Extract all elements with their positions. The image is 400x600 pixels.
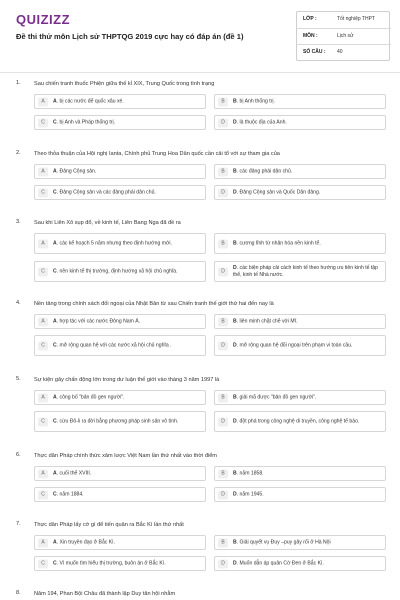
option-letter-badge: B xyxy=(218,393,228,402)
option-text: mở rộng quan hệ với các nước xã hội chủ nghĩa . xyxy=(59,341,172,348)
option-text: cương lĩnh từ nhân hóa nền kinh tế. xyxy=(239,239,321,246)
meta-key: LỚP : xyxy=(303,16,317,22)
option-letter-badge: C xyxy=(38,341,48,350)
option-letter-badge: C xyxy=(38,118,48,127)
option-c[interactable]: C C. bị Anh và Pháp thống trị. xyxy=(34,115,206,130)
question-number: 6. xyxy=(16,452,21,458)
question-number: 8. xyxy=(16,590,21,596)
option-text: là thuộc địa của Anh. xyxy=(239,118,287,125)
option-letter: A xyxy=(53,239,57,246)
question-number: 4. xyxy=(16,300,21,306)
option-letter-badge: A xyxy=(38,469,48,478)
option-b[interactable]: B B. giải mã được "bản đồ gen người". xyxy=(214,390,386,405)
option-letter: B xyxy=(233,317,237,324)
question-text: Theo thỏa thuận của Hội nghị Ianta, Chính phủ Trung Hoa Dân quốc cần cải tổ với sự tham gia của xyxy=(34,151,280,157)
option-letter: D xyxy=(233,490,237,497)
meta-value: 40 xyxy=(337,49,343,55)
worksheet-title: Đề thi thử môn Lịch sử THPTQG 2019 cực hay có đáp án (đề 1) xyxy=(16,32,244,41)
option-text: hợp tác với các nước Đông Nam Á. xyxy=(59,317,141,324)
meta-key: SỐ CÂU : xyxy=(303,49,326,55)
option-text: công bố "bản đồ gen người". xyxy=(59,393,125,400)
option-letter-badge: A xyxy=(38,97,48,106)
option-letter: A xyxy=(53,393,57,400)
meta-key: MÔN : xyxy=(303,33,318,39)
question-number: 7. xyxy=(16,521,21,527)
option-d[interactable]: D D. mở rộng quan hệ đối ngoại trên phạm vi toàn cầu. xyxy=(214,335,386,356)
option-letter-badge: A xyxy=(38,239,48,248)
question-number: 2. xyxy=(16,150,21,156)
option-letter-badge: D xyxy=(218,490,228,499)
option-text: Vì muốn tìm hiểu thị trường, buôn án ở Bắc Kì. xyxy=(59,559,166,566)
option-a[interactable]: A A. Đảng Cộng sản. xyxy=(34,164,206,179)
option-letter: D xyxy=(233,188,237,195)
option-b[interactable]: B B. năm 1858. xyxy=(214,466,386,481)
option-b[interactable]: B B. bị Anh thống trị. xyxy=(214,94,386,109)
option-a[interactable]: A A. các kế hoạch 5 năm nhưng theo định hướng mới. xyxy=(34,233,206,254)
option-letter-badge: B xyxy=(218,167,228,176)
meta-row-count xyxy=(297,44,391,60)
option-d[interactable]: D D. Đảng Cộng sản và Quốc Dân đảng. xyxy=(214,185,386,200)
option-text: Giải quyết vụ Đuy –puy gây rối ở Hà Nội xyxy=(239,538,331,545)
option-text: nền kinh tế thị trường, định hướng xã hội chủ nghĩa. xyxy=(59,267,178,274)
header-divider xyxy=(0,72,400,73)
option-letter: B xyxy=(233,538,237,545)
option-a[interactable]: A A. Xin truyền đạo ở Bắc Kì. xyxy=(34,535,206,550)
option-c[interactable]: C C. năm 1884. xyxy=(34,487,206,502)
option-c[interactable]: C C. mở rộng quan hệ với các nước xã hội chủ nghĩa . xyxy=(34,335,206,356)
meta-row-subject xyxy=(297,28,391,44)
option-text: liên minh chặt chẽ với Mĩ. xyxy=(239,317,298,324)
option-d[interactable]: D D. Muốn dẫn áp quân Cờ Đen ở Bắc Kì. xyxy=(214,556,386,571)
option-letter-badge: A xyxy=(38,167,48,176)
option-letter: C xyxy=(53,267,57,274)
question-text: Sự kiện gây chấn động lớn trong dư luận thế giới vào tháng 3 năm 1997 là xyxy=(34,377,220,383)
option-b[interactable]: B B. cương lĩnh từ nhân hóa nền kinh tế. xyxy=(214,233,386,254)
option-letter-badge: C xyxy=(38,188,48,197)
option-letter: B xyxy=(233,239,237,246)
option-text: bị các nước đế quốc xâu xé. xyxy=(59,97,124,104)
option-text: các biện pháp cải cách kinh tế theo hướng ưu tiên kinh tế tập thể, kinh tế Nhà nước. xyxy=(233,264,378,278)
question-text: Sau chiến tranh thuốc Phiện giữa thế kỉ XIX, Trung Quốc trong tình trạng xyxy=(34,81,215,87)
option-letter: B xyxy=(233,167,237,174)
option-a[interactable]: A A. cuối thế XVIII. xyxy=(34,466,206,481)
option-c[interactable]: C C. nền kinh tế thị trường, định hướng xã hội chủ nghĩa. xyxy=(34,261,206,282)
option-letter: C xyxy=(53,490,57,497)
option-letter-badge: B xyxy=(218,317,228,326)
option-letter-badge: C xyxy=(38,417,48,426)
option-letter-badge: D xyxy=(218,267,228,276)
option-text: năm 1945. xyxy=(239,490,264,497)
option-letter: C xyxy=(53,417,57,424)
meta-value: Tốt nghiệp THPT xyxy=(337,16,375,22)
meta-row-class xyxy=(297,12,391,28)
option-letter: C xyxy=(53,118,57,125)
option-letter-badge: A xyxy=(38,538,48,547)
option-text: cuối thế XVIII. xyxy=(59,469,92,476)
option-letter: C xyxy=(53,188,57,195)
option-b[interactable]: B B. liên minh chặt chẽ với Mĩ. xyxy=(214,314,386,329)
option-letter: A xyxy=(53,538,57,545)
option-c[interactable]: C C. cừu Đô-li ra đời bằng phương pháp sinh sản vô tính. xyxy=(34,411,206,432)
option-text: bị Anh và Pháp thống trị. xyxy=(59,118,116,125)
option-text: các đảng phái dân chủ. xyxy=(239,167,293,174)
option-letter-badge: A xyxy=(38,317,48,326)
option-letter: A xyxy=(53,167,57,174)
option-letter-badge: D xyxy=(218,188,228,197)
option-letter-badge: C xyxy=(38,490,48,499)
option-text: Xin truyền đạo ở Bắc Kì. xyxy=(59,538,115,545)
option-letter: A xyxy=(53,97,57,104)
option-letter-badge: B xyxy=(218,469,228,478)
option-text: Muốn dẫn áp quân Cờ Đen ở Bắc Kì. xyxy=(239,559,324,566)
option-d[interactable]: D D. năm 1945. xyxy=(214,487,386,502)
option-letter: C xyxy=(53,559,57,566)
option-text: các kế hoạch 5 năm nhưng theo định hướng mới. xyxy=(59,239,172,246)
option-letter-badge: D xyxy=(218,341,228,350)
option-c[interactable]: C C. Vì muốn tìm hiểu thị trường, buôn án ở Bắc Kì. xyxy=(34,556,206,571)
option-text: đột phá trong công nghệ di truyền, công nghệ tế bào. xyxy=(239,417,360,424)
option-text: mở rộng quan hệ đối ngoại trên phạm vi toàn cầu. xyxy=(239,341,353,348)
option-letter: A xyxy=(53,317,57,324)
option-c[interactable]: C C. Đảng Cộng sản và các đảng phái dân chủ. xyxy=(34,185,206,200)
option-text: năm 1884. xyxy=(59,490,84,497)
option-letter: D xyxy=(233,341,237,348)
option-text: Đảng Cộng sản. xyxy=(59,167,97,174)
option-letter: B xyxy=(233,393,237,400)
question-text: Năm 194, Phan Bội Châu đã thành lập Duy tân hội nhằm xyxy=(34,591,176,597)
option-letter: D xyxy=(233,264,237,271)
question-number: 3. xyxy=(16,219,21,225)
option-letter-badge: D xyxy=(218,118,228,127)
question-text: Thực dân Pháp chính thức xâm lược Việt Nam lần thứ nhất vào thời điểm xyxy=(34,453,217,459)
option-letter-badge: B xyxy=(218,538,228,547)
option-d[interactable]: D D. đột phá trong công nghệ di truyền, công nghệ tế bào. xyxy=(214,411,386,432)
option-letter-badge: C xyxy=(38,559,48,568)
meta-value: Lịch sử xyxy=(337,33,354,39)
question-number: 5. xyxy=(16,376,21,382)
option-a[interactable]: A A. công bố "bản đồ gen người". xyxy=(34,390,206,405)
question-number: 1. xyxy=(16,80,21,86)
option-letter: D xyxy=(233,118,237,125)
option-text: giải mã được "bản đồ gen người". xyxy=(239,393,317,400)
option-letter-badge: B xyxy=(218,97,228,106)
worksheet-header xyxy=(0,0,400,72)
option-a[interactable]: A A. bị các nước đế quốc xâu xé. xyxy=(34,94,206,109)
option-letter: D xyxy=(233,559,237,566)
option-letter: C xyxy=(53,341,57,348)
option-letter-badge: D xyxy=(218,559,228,568)
option-d[interactable]: D D. các biện pháp cải cách kinh tế theo hướng ưu tiên kinh tế tập thể, kinh tế Nhà nước. xyxy=(214,261,386,282)
question-text: Nền tảng trong chính sách đối ngoại của Nhật Bản từ sau Chiến tranh thế giới thứ hai đến nay là xyxy=(34,301,274,307)
option-letter: B xyxy=(233,469,237,476)
option-b[interactable]: B B. Giải quyết vụ Đuy –puy gây rối ở Hà Nội xyxy=(214,535,386,550)
option-b[interactable]: B B. các đảng phái dân chủ. xyxy=(214,164,386,179)
option-letter-badge: A xyxy=(38,393,48,402)
option-text: Đảng Cộng sản và Quốc Dân đảng. xyxy=(239,188,321,195)
quizizz-logo: QUIZIZZ xyxy=(16,12,71,27)
option-text: bị Anh thống trị. xyxy=(239,97,275,104)
option-text: năm 1858. xyxy=(239,469,264,476)
option-letter: B xyxy=(233,97,237,104)
question-text: Sau khi Liên Xô sụp đổ, về kinh tế, Liên Bang Nga đã đề ra xyxy=(34,220,181,226)
option-text: Đảng Cộng sản và các đảng phái dân chủ. xyxy=(59,188,156,195)
worksheet-meta xyxy=(296,11,390,61)
option-text: cừu Đô-li ra đời bằng phương pháp sinh sản vô tính. xyxy=(59,417,179,424)
option-letter-badge: C xyxy=(38,267,48,276)
option-d[interactable]: D D. là thuộc địa của Anh. xyxy=(214,115,386,130)
option-letter: A xyxy=(53,469,57,476)
option-letter-badge: B xyxy=(218,239,228,248)
option-letter: D xyxy=(233,417,237,424)
option-a[interactable]: A A. hợp tác với các nước Đông Nam Á. xyxy=(34,314,206,329)
question-text: Thực dân Pháp lấy cớ gì để tiến quân ra Bắc Kì lần thứ nhất xyxy=(34,522,184,528)
option-letter-badge: D xyxy=(218,417,228,426)
